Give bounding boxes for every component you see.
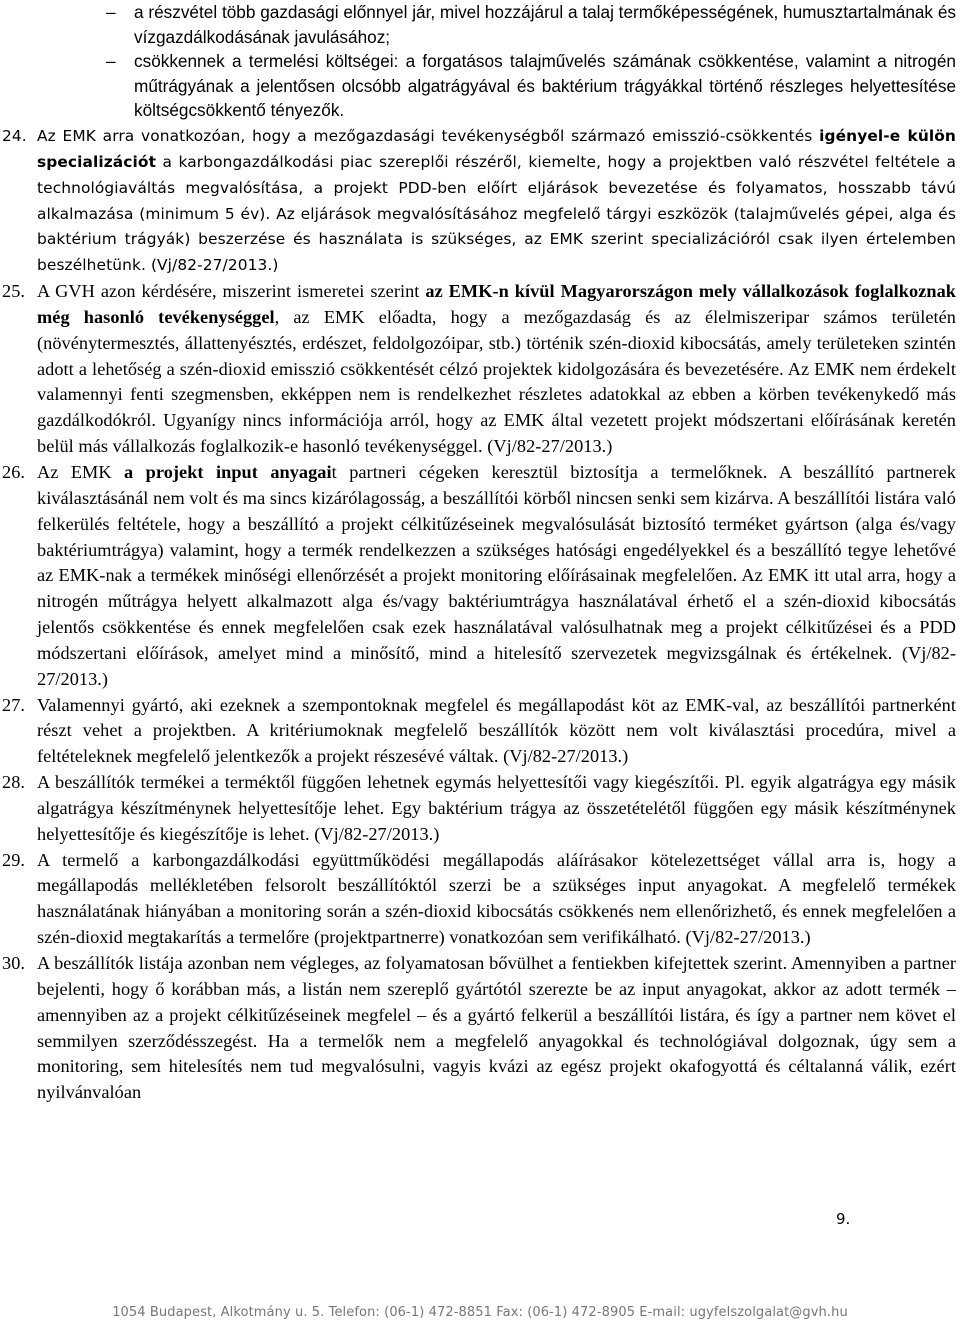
dash-list: [0, 0, 960, 123]
paragraph-text: A beszállítók termékei a terméktől függően lehetnek egymás helyettesítői vagy kiegészítői. Pl. egyik algatrágya egy másik algatrágya készítménynek helyettesítője lehet. Egy baktérium trágya az összetételétől függően egy másik készítménynek helyettesítője és kiegészítője is lehet. (Vj/82-27/2013.): [37, 772, 956, 844]
paragraph-text: Az EMK: [37, 461, 125, 482]
paragraph-text: Az EMK arra vonatkozóan, hogy a mezőgazdasági tevékenységből származó emisszió-csökkentés: [37, 127, 820, 145]
paragraph-number: 25.: [2, 281, 26, 302]
paragraph-text: Valamennyi gyártó, aki ezeknek a szempontoknak megfelel és megállapodást köt az EMK-val, az beszállítói partnerként részt vehet a projektben. A kritériumoknak megfelelő beszállítók között nem volt kiválasztási procedúra, mivel a feltételeknek megfelelő jelentkezők a projekt részesévé váltak. (Vj/82-27/2013.): [37, 694, 956, 767]
paragraph-text: a karbongazdálkodási piac szereplői részéről, kiemelte, hogy a projektben való részvétel feltétele a technológiaváltás megvalósítása, a projekt PDD-ben előírt eljárások bevezetése és folyamatos, hosszabb távú alkalmazása (minimum 5 év). Az eljárások megvalósításához megfelelő tárgyi eszközök (talajművelés gépei, alga és baktérium trágyák) beszerzése és használata is szükséges, az EMK szerint specializációról csak ilyen értelemben beszélhetünk. (Vj/82-27/2013.): [37, 152, 956, 275]
paragraph-number: 26.: [2, 461, 26, 482]
dash-list-item: [0, 0, 960, 49]
paragraph-text: t partneri cégeken keresztül biztosítja a termelőknek. A beszállító partnerek kiválasztásánál nem volt és ma sincs kizárólagosság, a beszállítói körből nincsen senki sem kizárva. A beszállítói listára való felkerülés feltétele, hogy a beszállító a projekt célkitűzéseinek megvalósulását biztosító terméket gyártson (alga és/vagy baktériumtrágya) valamint, hogy a termék rendelkezzen a szükséges hatósági engedélyekkel és a beszállító tegye lehetővé az EMK-nak a termékek minőségi ellenőrzését a projekt monitoring előírásainak megfelelően. Az EMK itt utal arra, hogy a nitrogén műtrágya helyett alkalmazott alga és/vagy baktériumtrágya használatával érhető el a szén-dioxid kibocsátás jelentős csökkentése és ennek megfelelően csak ezek használatával valósulhatnak meg a projekt célkitűzései és a PDD módszertani előírások, amelyet mind a minősítő, mind a hitelesítő szervezetek megvizsgálnak és értékelnek. (Vj/82-27/2013.): [37, 461, 956, 689]
page-footer: 1054 Budapest, Alkotmány u. 5. Telefon: (06-1) 472-8851 Fax: (06-1) 472-8905 E-mail: ugyfelszolgalat@gvh.hu: [112, 1305, 848, 1320]
paragraph-text: , az EMK előadta, hogy a mezőgazdaság és az élelmiszeripar számos területén (növénytermesztés, állattenyésztés, erdészet, feldolgozóipar, stb.) történik szén-dioxid kibocsátás, amely területeken szintén adott a lehetőség a szén-dioxid emisszió csökkentését célzó projektek kidolgozására és bevezetésére. Az EMK nem érdekelt valamennyi fenti szegmensben, ekképpen nem is rendelkezhet részletes adatokkal az ebben a körben tevékenykedő más gazdálkodókról. Ugyanígy nincs információja arról, hogy az EMK által vezetett projekt módszertani előírásának keretén belül más vállalkozás foglalkozik-e hasonló tevékenységgel. (Vj/82-27/2013.): [37, 306, 956, 457]
paragraph-24: [0, 124, 960, 279]
paragraph-text: A termelő a karbongazdálkodási együttműködési megállapodás aláírásakor kötelezettséget vállal arra is, hogy a megállapodás mellékletében felsorolt beszállítóktól szerzi be a szükséges input anyagokat. A megfelelő termékek használatának hiányában a monitoring során a szén-dioxid kibocsátás csökkenés nem ellenőrizhető, és ennek megfelelően a szén-dioxid megtakarítás a termelőre (projektpartnerre) vonatkozóan sem verifikálható. (Vj/82-27/2013.): [37, 849, 956, 948]
dash-bullet: –: [106, 2, 116, 22]
numbered-paragraphs: [0, 124, 960, 1106]
paragraph-30: [0, 951, 960, 1106]
paragraph-text: A beszállítók listája azonban nem végleges, az folyamatosan bővülhet a fentiekben kifejtettek szerint. Amennyiben a partner bejelenti, hogy ő korábban más, a listán nem szereplő gyártótól szerezte be az input anyagokat, akkor az adott termék – amennyiben az a projekt célkitűzéseinek megfelel – és a gyártó felkerül a beszállítói listára, és így a partner nem követ el semmilyen szerződésszegést. Ha a termelők nem a megfelelő anyagokkal és technológiával dolgoznak, úgy sem a monitoring, sem hitelesítés nem tud megvalósulni, vagyis kvázi az egész projekt okafogyottá és céltalanná válik, ezért nyilvánvalóan: [37, 953, 956, 1103]
page-number: 9.: [836, 1210, 851, 1228]
paragraph-number: 28.: [2, 772, 26, 793]
dash-item-text: csökkennek a termelési költségei: a forgatásos talajművelés számának csökkentése, valamint a nitrogén műtrágyának a jelentősen olcsóbb algatrágyával és baktérium trágyákkal történő részleges helyettesítése költségcsökkentő tényezők.: [134, 51, 956, 121]
paragraph-28: [0, 770, 960, 848]
dash-item-text: a részvétel több gazdasági előnnyel jár, mivel hozzájárul a talaj termőképességének, humusztartalmának és vízgazdálkodásának javulásához;: [134, 2, 956, 47]
paragraph-emphasis: a projekt input anyagai: [124, 461, 332, 482]
paragraph-number: 30.: [2, 953, 26, 973]
paragraph-29: [0, 848, 960, 951]
paragraph-number: 27.: [2, 694, 26, 715]
paragraph-emphasis: igényel-e külön specializációt: [37, 127, 956, 171]
paragraph-emphasis: az EMK-n kívül Magyarországon mely vállalkozások foglalkoznak még hasonló tevékenységgel: [37, 281, 956, 327]
paragraph-number: 24.: [2, 127, 27, 145]
dash-list-item: [0, 49, 960, 123]
paragraph-text: A GVH azon kérdésére, miszerint ismeretei szerint: [37, 281, 426, 302]
paragraph-number: 29.: [2, 849, 26, 870]
paragraph-27: [0, 693, 960, 771]
dash-bullet: –: [106, 51, 116, 72]
paragraph-25: [0, 279, 960, 460]
paragraph-26: [0, 460, 960, 693]
